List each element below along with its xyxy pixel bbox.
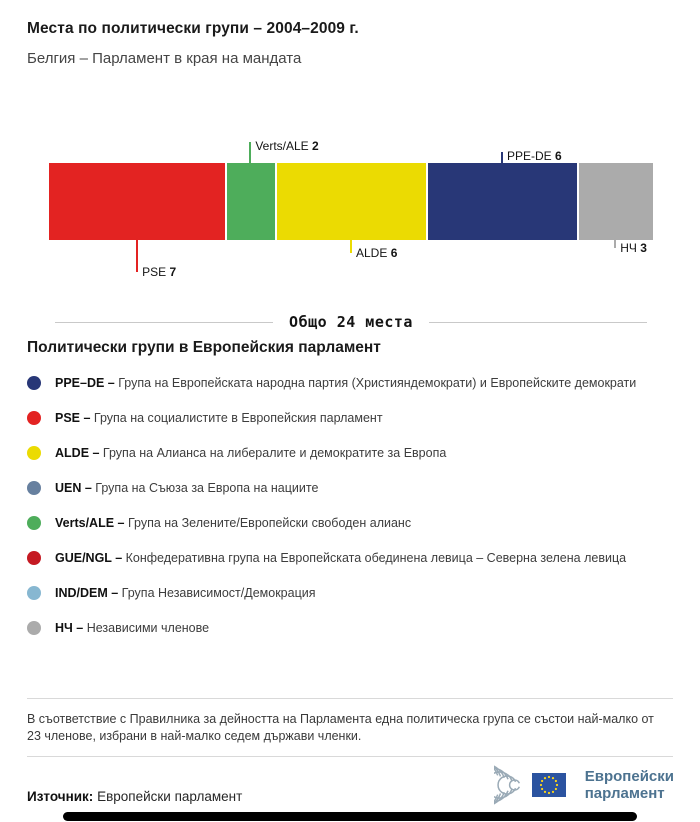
legend-item (27, 444, 663, 462)
callout-seat-count: 6 (390, 246, 398, 260)
bar-segment-PPE-DE (426, 163, 577, 240)
legend-group-code: НЧ – (55, 621, 84, 635)
total-seats-label: Общо 24 места (289, 313, 413, 331)
total-divider (55, 312, 647, 332)
callout-tick-ALDE (350, 240, 352, 253)
callout-label-НЧ (620, 241, 647, 255)
callout-tick-Verts/ALE (249, 142, 251, 163)
source-value: Европейски парламент (97, 789, 243, 804)
ep-logo-text (585, 768, 674, 802)
ep-logo-line2: парламент (584, 785, 665, 802)
page-subtitle: Белгия – Парламент в края на мандата (27, 50, 302, 67)
bar-segment-ALDE (275, 163, 426, 240)
legend-dot-icon (27, 376, 41, 390)
legend-dot-icon (27, 411, 41, 425)
legend-item-text: PSE – Група на социалистите в Европейския парламент (55, 411, 383, 425)
callout-group-name: НЧ (620, 241, 641, 255)
legend-heading: Политически групи в Европейския парламент (27, 339, 381, 356)
legend-item-text: UEN – Група на Съюза за Европа на нациите (55, 481, 319, 495)
bar-segment-НЧ (577, 163, 653, 240)
legend-item (27, 549, 663, 567)
seats-bar (49, 163, 653, 240)
legend-item (27, 374, 663, 392)
legend-item (27, 479, 663, 497)
legend-item (27, 514, 663, 532)
divider-line-right (429, 322, 647, 323)
legend-dot-icon (27, 481, 41, 495)
callout-seat-count: 6 (555, 149, 562, 163)
legend-group-code: ALDE – (55, 446, 100, 460)
callout-group-name: Verts/ALE (255, 139, 313, 153)
legend-item-text: ALDE – Група на Алианса на либералите и демократите за Европа (55, 446, 447, 460)
callout-tick-PSE (136, 240, 138, 272)
callout-seat-count: 2 (312, 139, 319, 153)
legend-dot-icon (27, 586, 41, 600)
legend-dot-icon (27, 621, 41, 635)
ep-hemicycle-icon (494, 756, 578, 814)
legend-item (27, 619, 663, 637)
bar-segment-Verts/ALE (225, 163, 275, 240)
callout-seat-count: 7 (169, 265, 177, 279)
ep-logo (494, 756, 674, 814)
legend-item-text: PPE–DE – Група на Европейската народна партия (Християндемократи) и Европейските демократи (55, 376, 637, 390)
legend-group-code: IND/DEM – (55, 586, 119, 600)
callout-label-PSE (142, 265, 176, 279)
callout-group-name: PSE (142, 265, 170, 279)
source-label: Източник: (27, 789, 94, 804)
callout-tick-НЧ (614, 240, 616, 248)
legend-group-code: UEN – (55, 481, 92, 495)
footnote: В съответствие с Правилника за дейността на Парламента една политическа група се състои най-малко от 23 членове, избрани в най-малко седем държави членки. (27, 698, 673, 757)
ep-logo-line1: Европейски (584, 768, 674, 785)
legend-group-code: PPE–DE – (55, 376, 115, 390)
legend-item (27, 409, 663, 427)
callout-tick-PPE-DE (501, 152, 503, 163)
legend-item-text: GUE/NGL – Конфедеративна група на Европейската обединена левица – Северна зелена левица (55, 551, 627, 565)
legend-item (27, 584, 663, 602)
bar-segment-PSE (49, 163, 225, 240)
legend-group-code: Verts/ALE – (55, 516, 125, 530)
bottom-bar (63, 812, 637, 821)
divider-line-left (55, 322, 273, 323)
legend-group-code: PSE – (55, 411, 91, 425)
legend-dot-icon (27, 446, 41, 460)
legend-item-text: НЧ – Независими членове (55, 621, 210, 635)
callout-group-name: PPE-DE (507, 149, 556, 163)
legend-item-text: Verts/ALE – Група на Зелените/Европейски свободен алианс (55, 516, 412, 530)
callout-group-name: ALDE (356, 246, 391, 260)
callout-label-Verts/ALE (255, 139, 318, 153)
legend-dot-icon (27, 551, 41, 565)
callout-seat-count: 3 (640, 241, 647, 255)
source-line (27, 789, 242, 804)
callout-label-ALDE (356, 246, 397, 260)
legend-group-code: GUE/NGL – (55, 551, 123, 565)
legend-item-text: IND/DEM – Група Независимост/Демокрация (55, 586, 316, 600)
callout-label-PPE-DE (507, 149, 562, 163)
page-title: Места по политически групи – 2004–2009 г. (27, 20, 359, 37)
legend-list (27, 374, 663, 654)
legend-dot-icon (27, 516, 41, 530)
